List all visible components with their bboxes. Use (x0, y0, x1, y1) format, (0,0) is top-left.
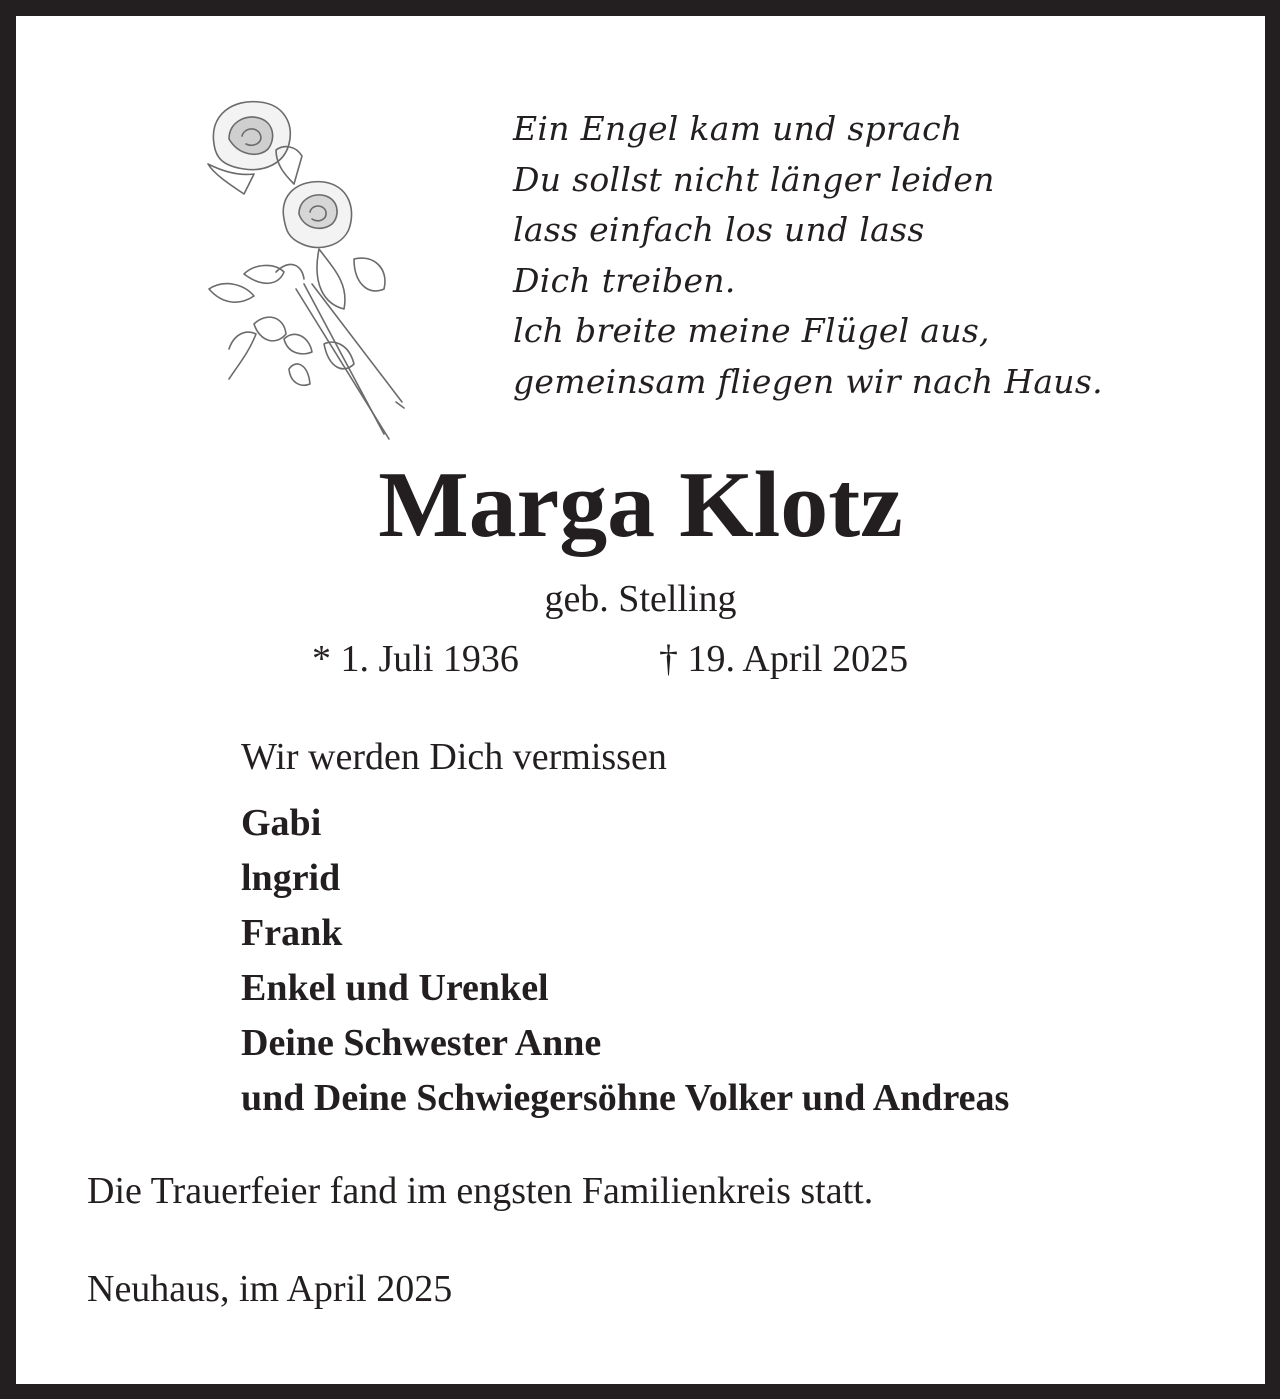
poem-line: Dich treiben. (513, 260, 736, 300)
poem (513, 104, 1103, 407)
mourners-list (241, 796, 1009, 1126)
mourner: und Deine Schwiegersöhne Volker und Andreas (241, 1077, 1010, 1119)
death-date: † 19. April 2025 (659, 638, 909, 680)
obituary-card (16, 16, 1265, 1384)
mourner: Gabi (241, 802, 322, 844)
poem-line: gemeinsam fliegen wir nach Haus. (513, 361, 1103, 401)
mourner: Enkel und Urenkel (241, 967, 549, 1009)
deceased-name: Marga Klotz (378, 453, 903, 557)
farewell-text: Wir werden Dich vermissen (241, 736, 667, 778)
maiden-name: geb. Stelling (544, 578, 737, 620)
birth-date: * 1. Juli 1936 (312, 638, 519, 680)
poem-line: Ein Engel kam und sprach (513, 109, 963, 148)
ceremony-note: Die Trauerfeier fand im engsten Familienkreis statt. (87, 1170, 874, 1212)
poem-line: lass einfach los und lass (513, 210, 925, 249)
mourner: Frank (241, 912, 343, 954)
mourner: lngrid (241, 857, 341, 899)
poem-line: Du sollst nicht länger leiden (513, 159, 995, 199)
poem-line: lch breite meine Flügel aus, (513, 311, 990, 350)
place-date: Neuhaus, im April 2025 (87, 1268, 453, 1310)
mourner: Deine Schwester Anne (241, 1022, 602, 1064)
roses-drawing-icon (184, 84, 424, 444)
